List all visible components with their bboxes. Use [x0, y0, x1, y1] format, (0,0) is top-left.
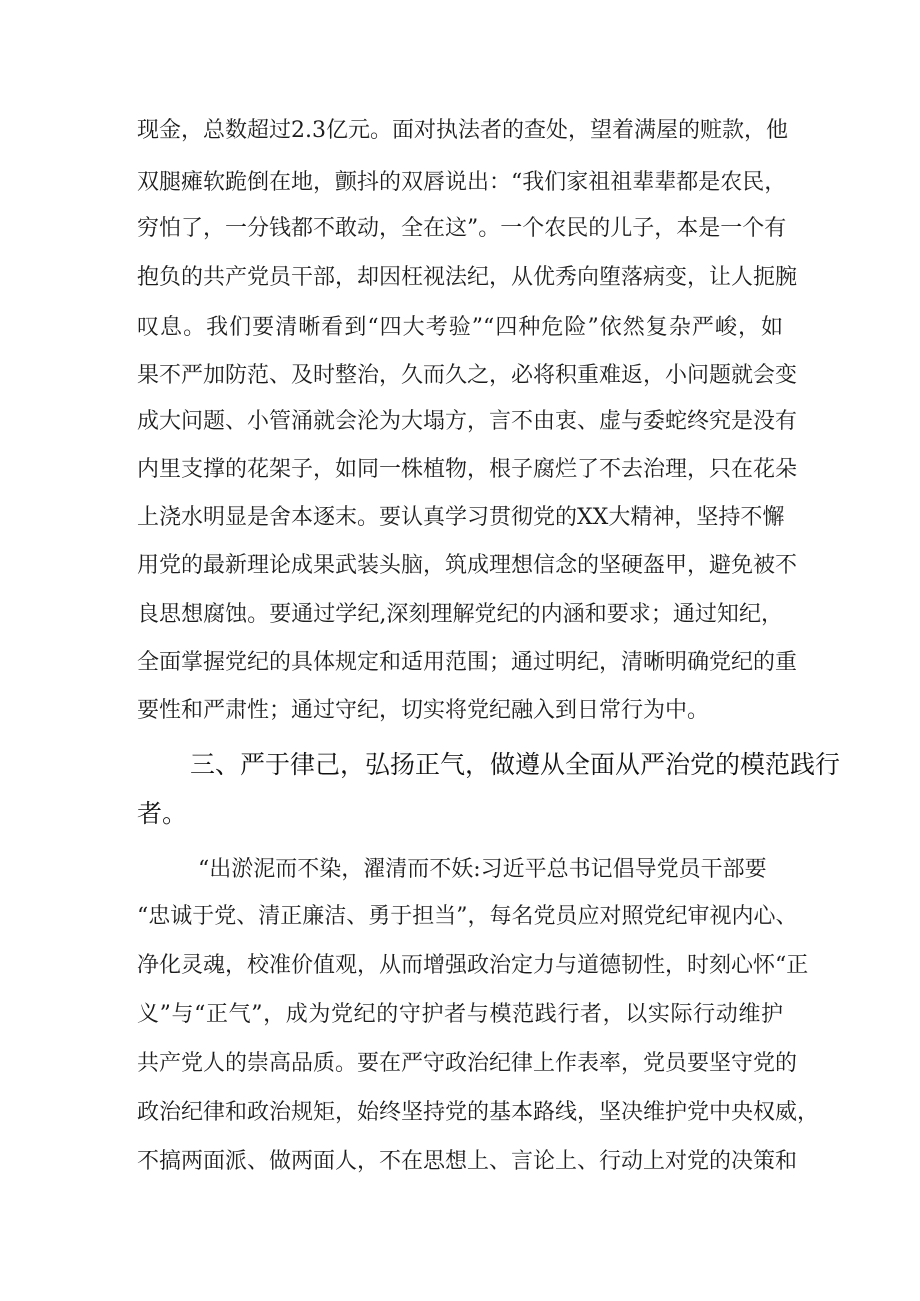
section-heading: 者。 — [137, 799, 188, 828]
paragraph-line: 义”与“正气”，成为党纪的守护者与模范践行者，以实际行动维护 — [137, 1002, 783, 1027]
paragraph-line: 净化灵魂，校准价值观，从而增强政治定力与道德韧性，时刻心怀“正 — [137, 953, 809, 978]
paragraph-line: 抱负的共产党员干部，却因枉视法纪，从优秀向堕落病变，让人扼腕 — [137, 265, 798, 290]
paragraph-line: “出淤泥而不染，濯清而不妖:习近平总书记倡导党员干部要 — [198, 857, 767, 882]
paragraph-line: 要性和严肃性；通过守纪，切实将党纪融入到日常行为中。 — [137, 698, 710, 723]
paragraph-line: 全面掌握党纪的具体规定和适用范围；通过明纪，清晰明确党纪的重 — [137, 650, 798, 675]
paragraph-line: “忠诚于党、清正廉洁、勇于担当”，每名党员应对照党纪审视内心、 — [137, 904, 798, 929]
paragraph-line: 内里支撑的花架子，如同一株植物，根子腐烂了不去治理，只在花朵 — [137, 457, 798, 482]
paragraph-line: 良思想腐蚀。要通过学纪,深刻理解党纪的内涵和要求；通过知纪， — [137, 602, 783, 627]
paragraph-line: 果不严加防范、及时整治，久而久之，必将积重难返，小问题就会变 — [137, 363, 798, 388]
paragraph-line: 不搞两面派、做两面人，不在思想上、言论上、行动上对党的决策和 — [137, 1149, 798, 1174]
paragraph-line: 用党的最新理论成果武装头脑，筑成理想信念的坚硬盔甲，避免被不 — [137, 553, 798, 578]
paragraph-line: 共产党人的崇高品质。要在严守政治纪律上作表率，党员要坚守党的 — [137, 1051, 798, 1076]
paragraph-line: 上浇水明显是舍本逐末。要认真学习贯彻党的XX大精神，坚持不懈 — [137, 505, 785, 530]
paragraph-line: 现金，总数超过2.3亿元。面对执法者的查处，望着满屋的赃款，他 — [137, 118, 788, 143]
paragraph-line: 政治纪律和政治规矩，始终坚持党的基本路线，坚决维护党中央权威， — [137, 1100, 820, 1125]
paragraph-line: 成大问题、小管涌就会沦为大塌方，言不由衷、虚与委蛇终究是没有 — [137, 409, 798, 434]
paragraph-line: 叹息。我们要清晰看到“四大考验”“四种危险”依然复杂严峻，如 — [137, 315, 783, 340]
paragraph-line: 双腿瘫软跪倒在地，颤抖的双唇说出：“我们家祖祖辈辈都是农民， — [137, 170, 787, 195]
section-heading: 三、严于律己，弘扬正气，做遵从全面从严治党的模范践行 — [190, 750, 841, 779]
paragraph-line: 穷怕了，一分钱都不敢动，全在这”。一个农民的儿子，本是一个有 — [137, 216, 787, 241]
